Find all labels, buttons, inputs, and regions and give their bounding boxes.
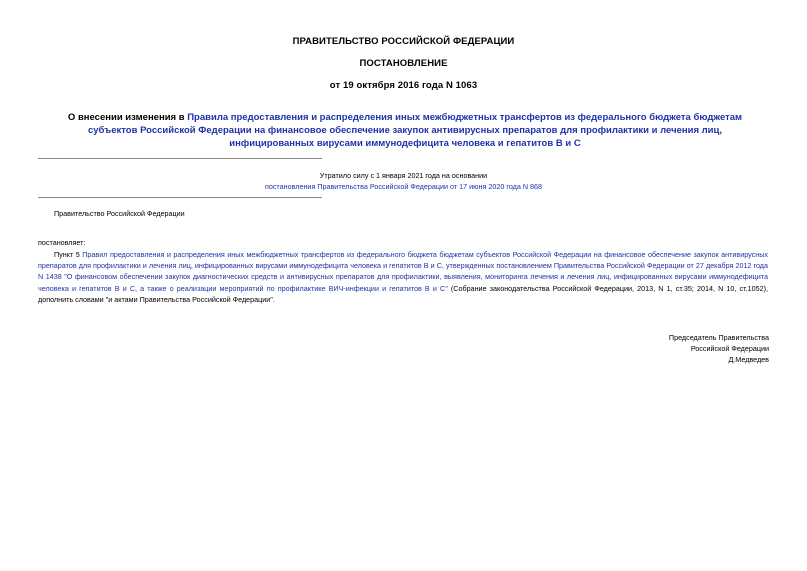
signature-name: Д.Медведев — [728, 355, 769, 364]
government-heading: ПРАВИТЕЛЬСТВО РОССИЙСКОЙ ФЕДЕРАЦИИ — [292, 36, 515, 47]
subject-prefix: О внесении изменения в — [67, 112, 188, 123]
lapse-note: Утратило силу с 1 января 2021 года на основании — [319, 171, 488, 180]
document-subject — [60, 111, 750, 150]
lapse-decree-link[interactable]: постановления Правительства Российской Федерации от 17 июня 2020 года N 868 — [264, 182, 543, 191]
divider-top — [38, 158, 322, 159]
decrees-label: постановляет: — [38, 238, 86, 247]
date-number-heading: от 19 октября 2016 года N 1063 — [329, 80, 478, 91]
paragraph-1 — [38, 249, 768, 305]
divider-bottom — [38, 197, 322, 198]
subject-rules-link[interactable]: Правила предоставления и распределения иных межбюджетных трансфертов из федерального бюджета бюджетам субъектов Российской Федерации на финансовое обеспечение закупок антивирусных препаратов для профилактики и лечения лиц, инфицированных вирусами иммунодефицита человека и гепатитов В и С — [87, 112, 743, 149]
paragraph-1-end: (Собрание законодательства Российской Федерации, 2013, N 1, ст.35; 2014, N 10, ст.1052), дополнить словами "и актами Правительства Российской Федерации". — [38, 283, 768, 304]
paragraph-1-start: Пункт 5 — [54, 250, 83, 259]
paragraph-1-rules-link[interactable]: Правил предоставления и распределения иных межбюджетных трансфертов из федерального бюджета бюджетам субъектов Российской Федерации на финансовое обеспечение закупок антивирусных препаратов для профилактики и лечения лиц, инфицированных вирусами иммунодефицита человека и гепатитов В и С, утвержденных постановлением Правительства Российской Федерации от 27 декабря 2012 года N 1438 "О финансовом обеспечении закупок диагностических средств и антивирусных препаратов для профилактики, выявления, мониторинга лечения и лечения лиц, инфицированных вирусами иммунодефицита человека и гепатитов В и С, а также о реализации мероприятий по профилактике ВИЧ-инфекции и гепатитов В и С" — [38, 250, 768, 293]
document-type-heading: ПОСТАНОВЛЕНИЕ — [359, 58, 448, 69]
issuing-body: Правительство Российской Федерации — [54, 209, 185, 218]
signature-title-cont: Российской Федерации — [690, 344, 769, 353]
signature-title: Председатель Правительства — [668, 333, 769, 342]
